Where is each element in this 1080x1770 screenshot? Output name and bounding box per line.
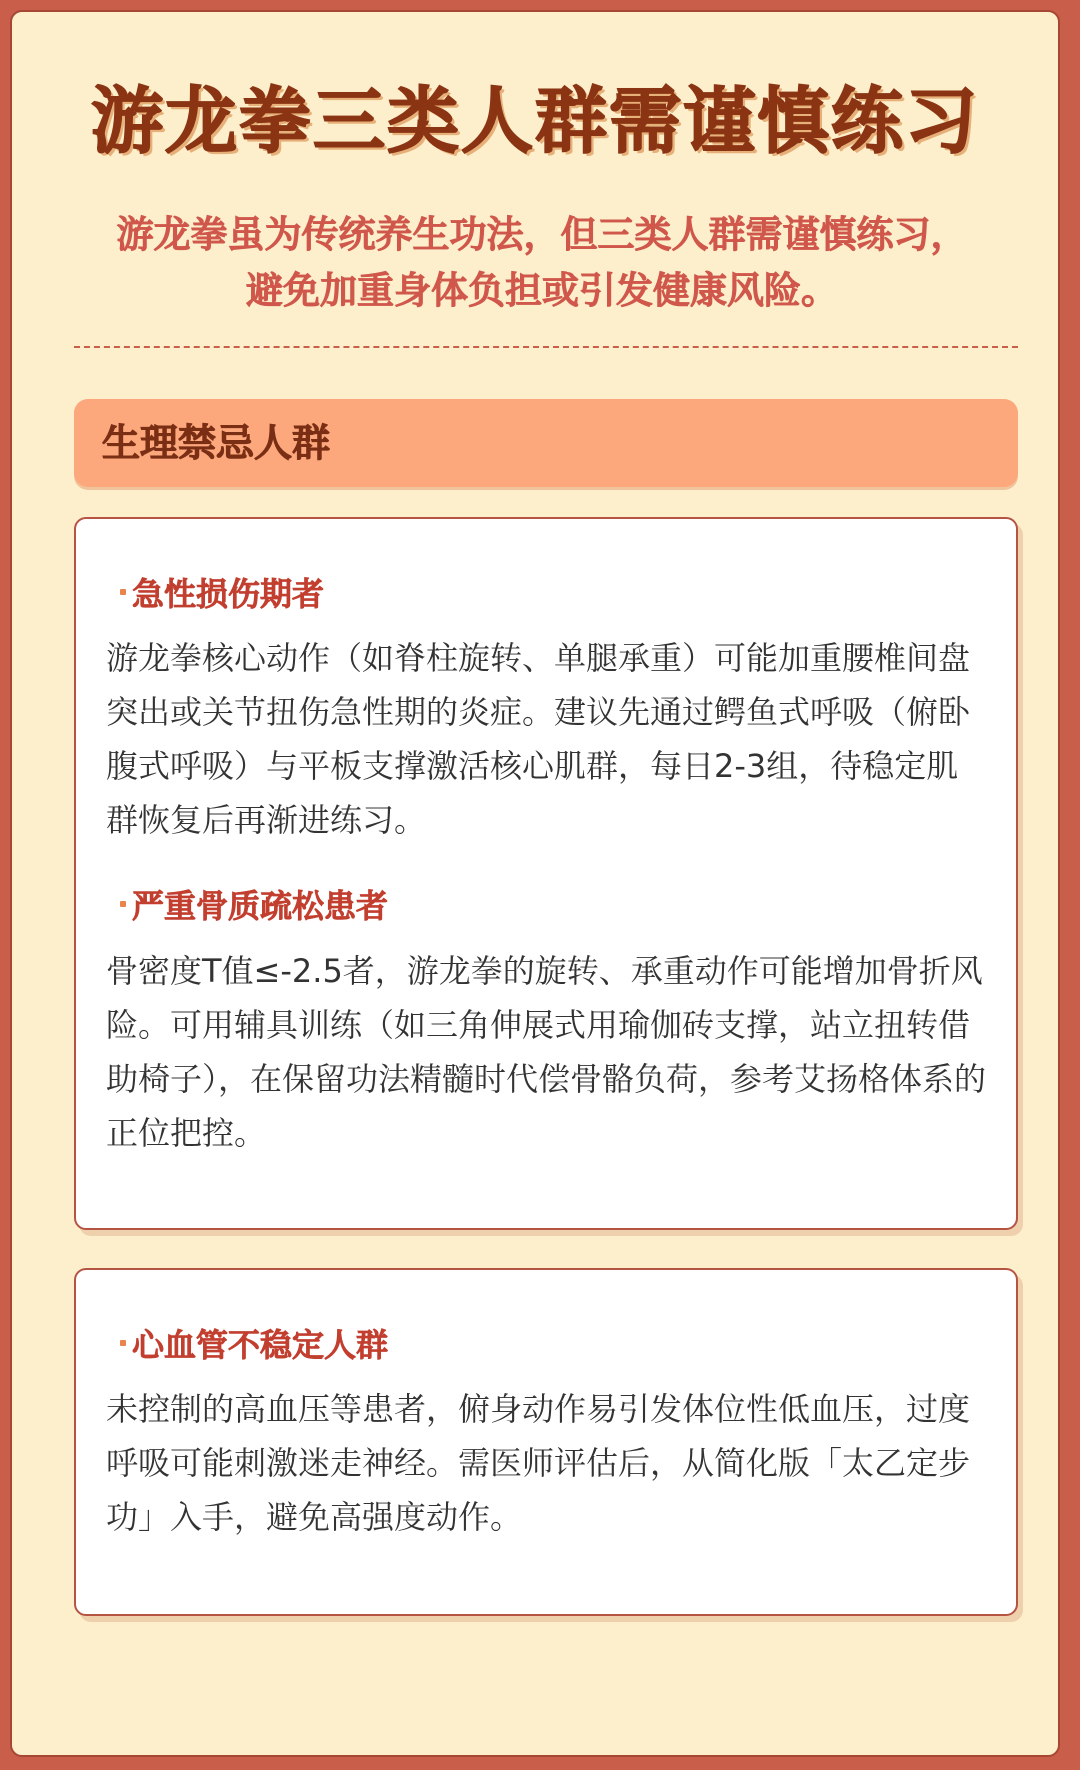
- dashed-divider: [74, 346, 1018, 348]
- page-subtitle: 游龙拳虽为传统养生功法，但三类人群需谨慎练习，避免加重身体负担或引发健康风险。: [116, 213, 968, 312]
- item-title: [120, 1320, 388, 1366]
- item-title-text: 急性损伤期者: [132, 575, 325, 613]
- item-title-text: 心血管不稳定人群: [132, 1326, 389, 1364]
- info-card-2: [74, 1268, 1018, 1616]
- bullet-dot-icon: [120, 901, 126, 907]
- page-frame: [10, 10, 1060, 1757]
- item-title-text: 严重骨质疏松患者: [132, 887, 389, 925]
- item-body: 未控制的高血压等患者，俯身动作易引发体位性低血压，过度呼吸可能刺激迷走神经。需医师评估后，从简化版「太乙定步功」入手，避免高强度动作。: [106, 1390, 971, 1536]
- bullet-dot-icon: [120, 1340, 126, 1346]
- section-header: [74, 399, 1018, 487]
- section-title: 生理禁忌人群: [102, 421, 331, 465]
- page-title: 游龙拳三类人群需谨慎练习: [90, 79, 979, 163]
- item-body: 游龙拳核心动作（如脊柱旋转、单腿承重）可能加重腰椎间盘突出或关节扭伤急性期的炎症。建议先通过鳄鱼式呼吸（俯卧腹式呼吸）与平板支撑激活核心肌群，每日2-3组，待稳定肌群恢复后再渐进练习。: [106, 639, 971, 839]
- bullet-dot-icon: [120, 589, 126, 595]
- item-title: [120, 881, 388, 927]
- info-card-1: [74, 517, 1018, 1230]
- item-body: 骨密度T值≤-2.5者，游龙拳的旋转、承重动作可能增加骨折风险。可用辅具训练（如三角伸展式用瑜伽砖支撑，站立扭转借助椅子），在保留功法精髓时代偿骨骼负荷，参考艾扬格体系的正位把控。: [106, 952, 987, 1152]
- item-title: [120, 569, 324, 615]
